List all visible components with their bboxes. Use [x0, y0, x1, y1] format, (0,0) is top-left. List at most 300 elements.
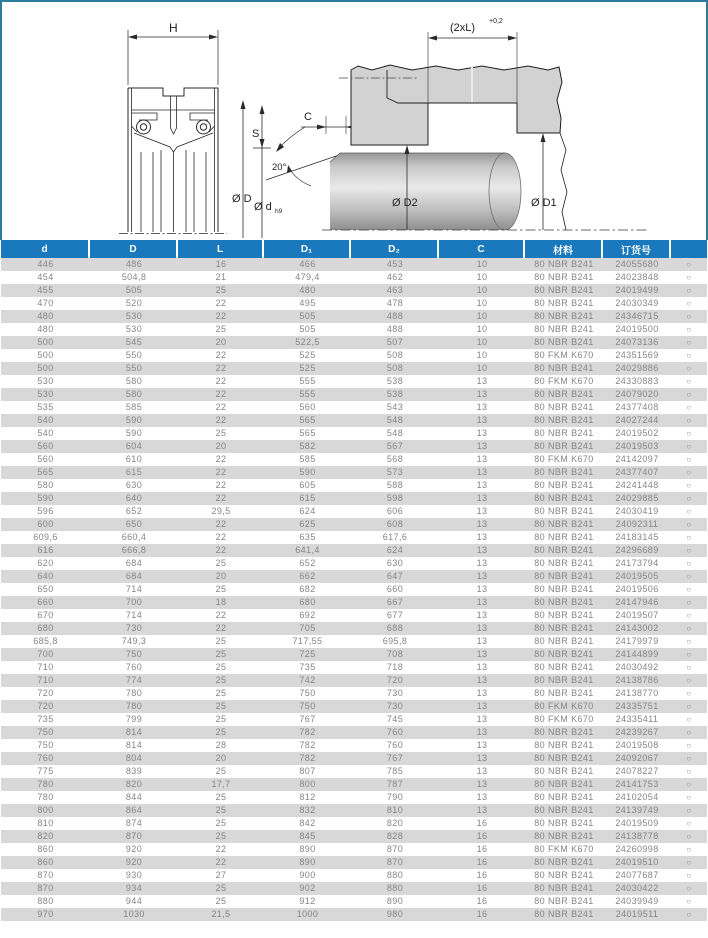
cell: 25 — [215, 324, 227, 334]
cell: 540 — [37, 415, 54, 425]
cell: 804 — [125, 753, 143, 763]
cell: 685,8 — [33, 636, 58, 646]
cell: 609,6 — [33, 532, 58, 542]
table-row — [1, 726, 707, 739]
availability-circle: ○ — [686, 299, 692, 308]
cell: 548 — [386, 415, 404, 425]
cell: 13 — [476, 688, 488, 698]
cell: 25 — [215, 766, 227, 776]
installation-view — [322, 32, 648, 230]
cell: 446 — [37, 259, 54, 269]
cell: 27 — [215, 870, 227, 880]
availability-circle: ○ — [686, 403, 692, 412]
cell: 80 NBR B241 — [534, 506, 594, 516]
table-row — [1, 908, 707, 921]
cell: 640 — [37, 571, 54, 581]
cell: 582 — [299, 441, 316, 451]
cell: 24077687 — [615, 870, 659, 880]
cell: 684 — [125, 558, 143, 568]
availability-circle: ○ — [686, 442, 692, 451]
cell: 25 — [215, 688, 227, 698]
table-row — [1, 297, 707, 310]
dim-label-2xl: (2xL) — [450, 22, 476, 34]
availability-circle: ○ — [686, 416, 692, 425]
cell: 478 — [386, 298, 404, 308]
cell: 24330883 — [615, 376, 659, 386]
cell: 466 — [299, 259, 316, 269]
table-row — [1, 466, 707, 479]
table-row — [1, 856, 707, 869]
dim-label-c: C — [304, 111, 312, 123]
table-row — [1, 505, 707, 518]
column-header-材料: 材料 — [525, 240, 603, 258]
availability-circle: ○ — [686, 260, 692, 269]
cell: 24138786 — [615, 675, 659, 685]
table-row — [1, 310, 707, 323]
cell: 630 — [386, 558, 404, 568]
cell: 508 — [386, 363, 404, 373]
table-row — [1, 713, 707, 726]
cell: 585 — [125, 402, 143, 412]
availability-circle: ○ — [686, 520, 692, 529]
cell: 814 — [125, 727, 143, 737]
cell: 24073136 — [615, 337, 659, 347]
cell: 24260998 — [615, 844, 659, 854]
cell: 24019499 — [615, 285, 659, 295]
cell: 25 — [215, 896, 227, 906]
cell: 24030422 — [615, 883, 659, 893]
cell: 870 — [37, 870, 54, 880]
cell: 24351569 — [615, 350, 659, 360]
availability-circle: ○ — [686, 624, 692, 633]
cell: 610 — [125, 454, 143, 464]
cell: 24023848 — [615, 272, 659, 282]
cell: 24055680 — [615, 259, 659, 269]
cell: 80 NBR B241 — [534, 688, 594, 698]
cell: 640 — [125, 493, 143, 503]
column-header-L: L — [178, 240, 264, 258]
cell: 10 — [476, 363, 488, 373]
cell: 80 NBR B241 — [534, 662, 594, 672]
cell: 13 — [476, 649, 488, 659]
cell: 13 — [476, 779, 488, 789]
table-row — [1, 843, 707, 856]
cell: 13 — [476, 545, 488, 555]
cell: 550 — [125, 350, 143, 360]
cell: 730 — [386, 688, 404, 698]
cell: 13 — [476, 727, 488, 737]
cell: 600 — [37, 519, 54, 529]
cell: 750 — [299, 688, 316, 698]
cell: 25 — [215, 805, 227, 815]
cell: 900 — [299, 870, 316, 880]
cell: 590 — [125, 428, 143, 438]
availability-circle: ○ — [686, 663, 692, 672]
cell: 25 — [215, 714, 227, 724]
cell: 800 — [299, 779, 316, 789]
cell: 24029886 — [615, 363, 659, 373]
cell: 22 — [215, 376, 227, 386]
drawing-panel — [0, 0, 708, 240]
cell: 13 — [476, 415, 488, 425]
availability-circle: ○ — [686, 429, 692, 438]
dim-label-d1: Ø D1 — [531, 197, 557, 209]
cell: 24079020 — [615, 389, 659, 399]
cell: 785 — [386, 766, 404, 776]
cell: 13 — [476, 597, 488, 607]
cell: 1000 — [296, 909, 319, 919]
cell: 24139749 — [615, 805, 659, 815]
cell: 598 — [386, 493, 404, 503]
cell: 912 — [299, 896, 316, 906]
cell: 20 — [215, 753, 227, 763]
availability-circle: ○ — [686, 273, 692, 282]
table-row — [1, 427, 707, 440]
cell: 920 — [125, 857, 143, 867]
cell: 13 — [476, 454, 488, 464]
availability-circle: ○ — [686, 468, 692, 477]
cell: 1030 — [123, 909, 145, 919]
cell: 25 — [215, 285, 227, 295]
availability-circle: ○ — [686, 325, 692, 334]
cell: 760 — [386, 740, 404, 750]
cell: 507 — [386, 337, 404, 347]
cell: 22 — [215, 623, 227, 633]
availability-circle: ○ — [686, 871, 692, 880]
seal-cross-section — [119, 30, 227, 234]
availability-circle: ○ — [686, 338, 692, 347]
table-row — [1, 765, 707, 778]
table-row — [1, 401, 707, 414]
availability-circle: ○ — [686, 806, 692, 815]
cell: 25 — [215, 727, 227, 737]
cell: 24019511 — [615, 909, 659, 919]
availability-circle: ○ — [686, 364, 692, 373]
cell: 635 — [299, 532, 316, 542]
cell: 970 — [37, 909, 54, 919]
cell: 585 — [299, 454, 316, 464]
cell: 80 NBR B241 — [534, 298, 594, 308]
cell: 845 — [299, 831, 316, 841]
availability-circle: ○ — [686, 910, 692, 919]
cell: 565 — [37, 467, 54, 477]
cell: 80 FKM K670 — [534, 376, 594, 386]
cell: 24078227 — [615, 766, 659, 776]
cell: 500 — [37, 363, 54, 373]
table-row — [1, 895, 707, 908]
availability-circle: ○ — [686, 572, 692, 581]
cell: 742 — [299, 675, 316, 685]
cell: 580 — [37, 480, 54, 490]
cell: 80 NBR B241 — [534, 363, 594, 373]
cell: 24377407 — [615, 467, 659, 477]
cell: 810 — [37, 818, 54, 828]
cell: 24092067 — [615, 753, 659, 763]
cell: 80 FKM K670 — [534, 350, 594, 360]
availability-circle: ○ — [686, 767, 692, 776]
column-header-D: D — [90, 240, 178, 258]
cell: 25 — [215, 558, 227, 568]
cell: 573 — [386, 467, 404, 477]
cell: 24138778 — [615, 831, 659, 841]
cell: 80 FKM K670 — [534, 844, 594, 854]
cell: 844 — [125, 792, 143, 802]
cell: 80 NBR B241 — [534, 740, 594, 750]
cell: 24030349 — [615, 298, 659, 308]
cell: 615 — [125, 467, 143, 477]
cell: 800 — [37, 805, 54, 815]
cell: 24019509 — [615, 818, 659, 828]
cell: 80 NBR B241 — [534, 480, 594, 490]
cell: 535 — [37, 402, 54, 412]
cell: 13 — [476, 766, 488, 776]
table-header — [1, 240, 707, 258]
cell: 480 — [299, 285, 316, 295]
cell: 567 — [386, 441, 404, 451]
cell: 530 — [125, 324, 143, 334]
cell: 666,8 — [121, 545, 147, 555]
column-header-availability — [671, 240, 707, 258]
cell: 25 — [215, 636, 227, 646]
cell: 10 — [476, 272, 488, 282]
cell: 625 — [299, 519, 316, 529]
cell: 495 — [299, 298, 316, 308]
cell: 505 — [299, 324, 316, 334]
cell: 80 NBR B241 — [534, 636, 594, 646]
cell: 25 — [215, 818, 227, 828]
cell: 25 — [215, 701, 227, 711]
dim-label-d2: Ø D2 — [392, 197, 418, 209]
cell: 29,5 — [211, 506, 231, 516]
availability-circle: ○ — [686, 377, 692, 386]
cell: 25 — [215, 883, 227, 893]
cell: 652 — [125, 506, 143, 516]
cell: 504,8 — [121, 272, 147, 282]
cell: 555 — [299, 389, 316, 399]
cell: 13 — [476, 714, 488, 724]
availability-circle: ○ — [686, 286, 692, 295]
cell: 80 NBR B241 — [534, 558, 594, 568]
cell: 24019508 — [615, 740, 659, 750]
cell: 10 — [476, 337, 488, 347]
availability-circle: ○ — [686, 559, 692, 568]
cell: 13 — [476, 805, 488, 815]
cell: 550 — [125, 363, 143, 373]
availability-circle: ○ — [686, 793, 692, 802]
cell: 605 — [299, 480, 316, 490]
cell: 641,4 — [295, 545, 320, 555]
availability-circle: ○ — [686, 741, 692, 750]
cell: 660 — [37, 597, 54, 607]
cell: 670 — [37, 610, 54, 620]
cell: 10 — [476, 324, 488, 334]
cell: 720 — [37, 701, 54, 711]
cell: 25 — [215, 649, 227, 659]
cell: 667 — [386, 597, 404, 607]
cell: 80 NBR B241 — [534, 675, 594, 685]
table-row — [1, 453, 707, 466]
cell: 890 — [299, 844, 316, 854]
table-row — [1, 635, 707, 648]
cell: 810 — [386, 805, 404, 815]
cell: 80 NBR B241 — [534, 805, 594, 815]
cell: 820 — [37, 831, 54, 841]
cell: 25 — [215, 792, 227, 802]
cell: 10 — [476, 259, 488, 269]
cell: 812 — [299, 792, 316, 802]
cell: 688 — [386, 623, 404, 633]
cell: 880 — [386, 883, 404, 893]
table-row — [1, 687, 707, 700]
dim-label-dia-d: Ø D — [232, 193, 252, 205]
availability-circle: ○ — [686, 351, 692, 360]
availability-circle: ○ — [686, 507, 692, 516]
cell: 730 — [386, 701, 404, 711]
cell: 538 — [386, 376, 404, 386]
cell: 17,7 — [211, 779, 231, 789]
cell: 745 — [386, 714, 404, 724]
cell: 24296689 — [615, 545, 659, 555]
dim-label-dia-d-small: Ø d — [254, 201, 272, 213]
cell: 505 — [125, 285, 143, 295]
table-row — [1, 752, 707, 765]
availability-circle: ○ — [686, 780, 692, 789]
table-row — [1, 492, 707, 505]
cell: 500 — [37, 350, 54, 360]
cell: 80 NBR B241 — [534, 272, 594, 282]
cell: 16 — [476, 857, 488, 867]
cell: 16 — [476, 883, 488, 893]
cell: 780 — [37, 779, 54, 789]
cell: 22 — [215, 480, 227, 490]
availability-circle: ○ — [686, 715, 692, 724]
cell: 720 — [37, 688, 54, 698]
dim-label-s: S — [252, 128, 260, 140]
cell: 28 — [215, 740, 227, 750]
cell: 80 NBR B241 — [534, 831, 594, 841]
cell: 80 NBR B241 — [534, 311, 594, 321]
cell: 455 — [37, 285, 54, 295]
cell: 814 — [125, 740, 143, 750]
cell: 780 — [125, 688, 143, 698]
cell: 820 — [125, 779, 143, 789]
cell: 695,8 — [382, 636, 408, 646]
table-row — [1, 700, 707, 713]
dim-label-angle: 20° — [272, 162, 287, 173]
cell: 22 — [215, 389, 227, 399]
cell: 735 — [299, 662, 316, 672]
cell: 24138770 — [615, 688, 659, 698]
cell: 470 — [37, 298, 54, 308]
cell: 16 — [476, 818, 488, 828]
cell: 25 — [215, 831, 227, 841]
cell: 22 — [215, 350, 227, 360]
cell: 860 — [37, 857, 54, 867]
cell: 21,5 — [211, 909, 231, 919]
table-row — [1, 531, 707, 544]
cell: 630 — [125, 480, 143, 490]
cell: 652 — [299, 558, 316, 568]
cell: 22 — [215, 610, 227, 620]
availability-circle: ○ — [686, 481, 692, 490]
table-row — [1, 817, 707, 830]
table-row — [1, 791, 707, 804]
cell: 13 — [476, 441, 488, 451]
cell: 13 — [476, 506, 488, 516]
cell: 80 NBR B241 — [534, 519, 594, 529]
cell: 13 — [476, 389, 488, 399]
table-row — [1, 362, 707, 375]
cell: 80 FKM K670 — [534, 454, 594, 464]
cell: 486 — [125, 259, 143, 269]
cell: 16 — [476, 909, 488, 919]
cell: 80 NBR B241 — [534, 545, 594, 555]
cell: 22 — [215, 454, 227, 464]
cell: 24335411 — [615, 714, 659, 724]
cell: 710 — [37, 675, 54, 685]
cell: 842 — [299, 818, 316, 828]
cell: 24142097 — [615, 454, 659, 464]
cell: 790 — [386, 792, 404, 802]
cell: 25 — [215, 428, 227, 438]
cell: 25 — [215, 662, 227, 672]
table-row — [1, 778, 707, 791]
cell: 13 — [476, 571, 488, 581]
cell: 590 — [299, 467, 316, 477]
cell: 20 — [215, 441, 227, 451]
cell: 80 NBR B241 — [534, 727, 594, 737]
cell: 944 — [125, 896, 143, 906]
cell: 525 — [299, 363, 316, 373]
cell: 525 — [299, 350, 316, 360]
cell: 22 — [215, 493, 227, 503]
cell: 750 — [125, 649, 143, 659]
cell: 13 — [476, 675, 488, 685]
cell: 692 — [299, 610, 316, 620]
cell: 22 — [215, 363, 227, 373]
cell: 682 — [299, 584, 316, 594]
cell: 80 NBR B241 — [534, 896, 594, 906]
cell: 22 — [215, 545, 227, 555]
cell: 480 — [37, 311, 54, 321]
availability-circle: ○ — [686, 585, 692, 594]
cell: 782 — [299, 740, 316, 750]
cell: 590 — [125, 415, 143, 425]
cell: 615 — [299, 493, 316, 503]
cell: 20 — [215, 571, 227, 581]
cell: 596 — [37, 506, 54, 516]
table-row — [1, 388, 707, 401]
cell: 807 — [299, 766, 316, 776]
cell: 480 — [37, 324, 54, 334]
cell: 530 — [37, 389, 54, 399]
cell: 660,4 — [121, 532, 147, 542]
cell: 543 — [386, 402, 404, 412]
cell: 774 — [125, 675, 143, 685]
cell: 22 — [215, 415, 227, 425]
table-row — [1, 583, 707, 596]
cell: 606 — [386, 506, 404, 516]
cell: 874 — [125, 818, 143, 828]
cell: 568 — [386, 454, 404, 464]
cell: 870 — [125, 831, 143, 841]
cell: 565 — [299, 415, 316, 425]
table-row — [1, 440, 707, 453]
column-header-订货号: 订货号 — [603, 240, 671, 258]
table-row — [1, 570, 707, 583]
cell: 500 — [37, 337, 54, 347]
cell: 920 — [125, 844, 143, 854]
